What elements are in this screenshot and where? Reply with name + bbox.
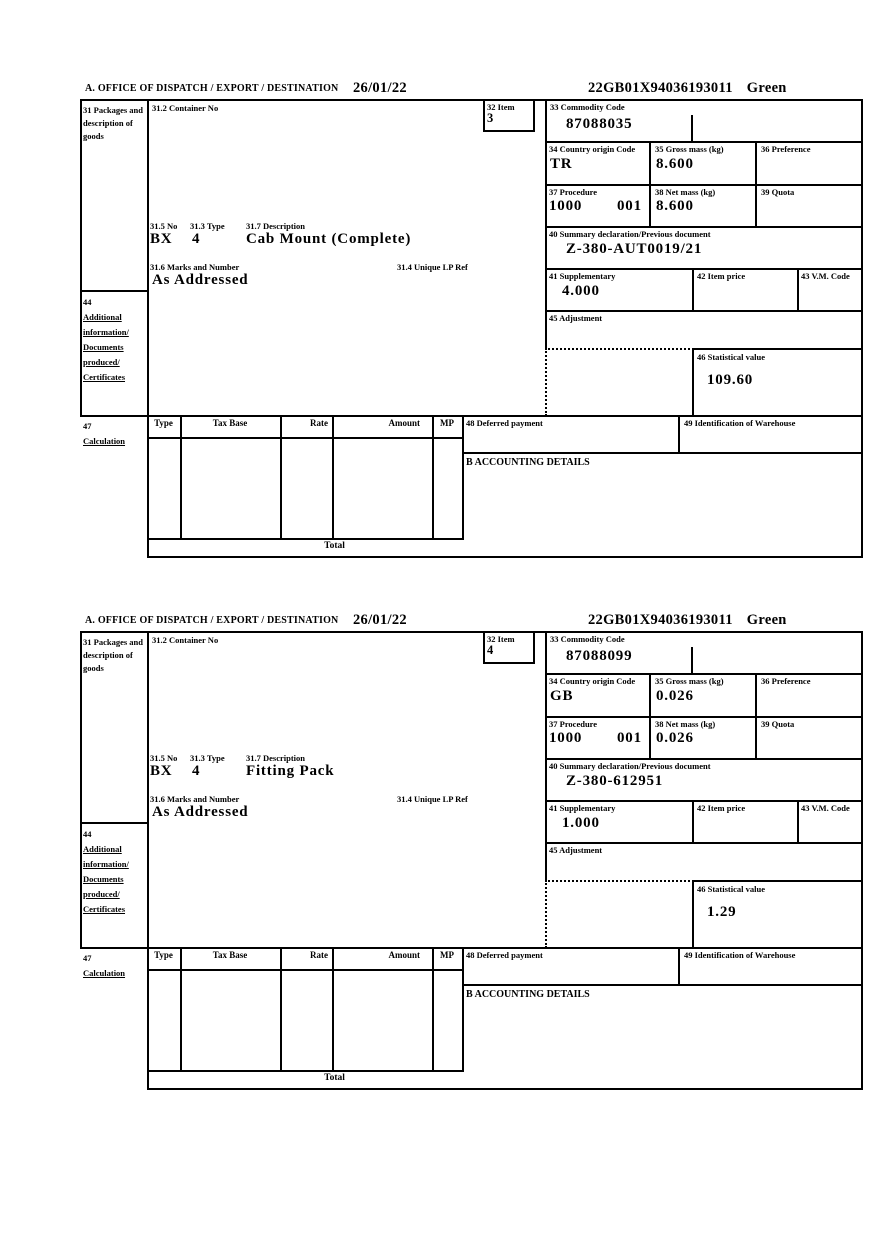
box44-line1: Additional bbox=[83, 844, 122, 854]
item-box-right-border bbox=[533, 631, 535, 664]
table-header-type: Type bbox=[154, 950, 173, 960]
marks-number-label: 31.6 Marks and Number bbox=[150, 262, 240, 272]
package-type-value: 4 bbox=[192, 763, 201, 779]
commodity-code-subdivider bbox=[691, 647, 693, 673]
item-box-left-border bbox=[483, 99, 485, 132]
description-label: 31.7 Description bbox=[246, 221, 306, 231]
adjustment-dotted-box bbox=[545, 880, 694, 948]
table-header-bottom-border bbox=[147, 437, 464, 439]
net-mass-label: 38 Net mass (kg) bbox=[655, 187, 716, 197]
statistical-value: 109.60 bbox=[707, 372, 754, 388]
marks-number-label: 31.6 Marks and Number bbox=[150, 794, 240, 804]
box44-number: 44 bbox=[83, 829, 92, 839]
box47-number: 47 bbox=[83, 421, 92, 431]
box44-separator bbox=[80, 822, 149, 824]
row-41-top-border bbox=[545, 268, 863, 270]
office-of-dispatch-title: A. OFFICE OF DISPATCH / EXPORT / DESTINATION bbox=[85, 83, 339, 94]
outer-left-border bbox=[80, 631, 82, 949]
box44-number: 44 bbox=[83, 297, 92, 307]
row-37-top-border bbox=[545, 716, 863, 718]
outer-top-border bbox=[80, 631, 863, 633]
warehouse-id-label: 49 Identification of Warehouse bbox=[684, 418, 796, 428]
accounting-details-label: B ACCOUNTING DETAILS bbox=[466, 457, 590, 468]
table-col4-divider bbox=[432, 415, 434, 538]
table-col1-divider bbox=[180, 415, 182, 538]
package-no-value: BX bbox=[150, 763, 173, 779]
package-type-label: 31.3 Type bbox=[190, 753, 225, 763]
summary-declaration-label: 40 Summary declaration/Previous document bbox=[549, 761, 711, 771]
country-origin-value: GB bbox=[550, 688, 574, 704]
statistical-value-label: 46 Statistical value bbox=[697, 352, 765, 362]
left-column-divider bbox=[147, 631, 149, 1090]
preference-label: 36 Preference bbox=[761, 144, 811, 154]
commodity-code-value: 87088035 bbox=[566, 116, 633, 132]
col-41-42-divider bbox=[692, 268, 694, 310]
table-header-amount: Amount bbox=[388, 418, 420, 428]
routing-status: Green bbox=[746, 80, 787, 96]
quota-label: 39 Quota bbox=[761, 719, 795, 729]
item-number-value: 3 bbox=[487, 111, 495, 125]
col-34-35-divider bbox=[649, 141, 651, 226]
declaration-reference-row bbox=[588, 80, 787, 97]
package-no-label: 31.5 No bbox=[150, 221, 178, 231]
dispatch-date: 26/01/22 bbox=[353, 612, 407, 628]
row-45-top-border bbox=[545, 310, 863, 312]
country-origin-value: TR bbox=[550, 156, 573, 172]
outer-right-border bbox=[861, 631, 863, 1090]
table-header-tax-base: Tax Base bbox=[212, 950, 248, 960]
table-col2-divider bbox=[280, 415, 282, 538]
procedure-label: 37 Procedure bbox=[549, 719, 598, 729]
table-header-mp: MP bbox=[440, 418, 454, 428]
outer-right-border bbox=[861, 99, 863, 558]
table-right-border bbox=[462, 947, 464, 1070]
package-type-label: 31.3 Type bbox=[190, 221, 225, 231]
table-header-type: Type bbox=[154, 418, 173, 428]
row-40-top-border bbox=[545, 758, 863, 760]
additional-information-label bbox=[83, 827, 129, 917]
left-column-divider bbox=[147, 99, 149, 558]
dispatch-date: 26/01/22 bbox=[353, 80, 407, 96]
procedure-code2-value: 001 bbox=[617, 198, 642, 214]
net-mass-value: 8.600 bbox=[656, 198, 694, 214]
supplementary-value: 4.000 bbox=[562, 283, 600, 299]
gross-mass-value: 0.026 bbox=[656, 688, 694, 704]
net-mass-label: 38 Net mass (kg) bbox=[655, 719, 716, 729]
supplementary-label: 41 Supplementary bbox=[549, 803, 616, 813]
table-header-rate: Rate bbox=[310, 950, 328, 960]
table-col4-divider bbox=[432, 947, 434, 1070]
outer-bottom-border bbox=[147, 1088, 863, 1090]
row-40-top-border bbox=[545, 226, 863, 228]
declaration-reference: 22GB01X94036193011 bbox=[588, 80, 733, 96]
box44-line5: Certificates bbox=[83, 372, 126, 382]
package-type-value: 4 bbox=[192, 231, 201, 247]
box44-line2: information/ bbox=[83, 859, 129, 869]
item-price-label: 42 Item price bbox=[697, 803, 746, 813]
table-header-tax-base: Tax Base bbox=[212, 418, 248, 428]
unique-lp-ref-label: 31.4 Unique LP Ref bbox=[397, 262, 468, 272]
procedure-code-value: 1000 bbox=[549, 730, 583, 746]
procedure-code2-value: 001 bbox=[617, 730, 642, 746]
total-row-top-border bbox=[147, 1070, 464, 1072]
gross-mass-value: 8.600 bbox=[656, 156, 694, 172]
packages-description-label: 31 Packages and description of goods bbox=[83, 637, 143, 674]
quota-label: 39 Quota bbox=[761, 187, 795, 197]
net-mass-value: 0.026 bbox=[656, 730, 694, 746]
supplementary-value: 1.000 bbox=[562, 815, 600, 831]
commodity-code-label: 33 Commodity Code bbox=[550, 102, 625, 112]
procedure-label: 37 Procedure bbox=[549, 187, 598, 197]
calculation-label bbox=[83, 951, 125, 981]
summary-declaration-value: Z-380-AUT0019/21 bbox=[566, 241, 703, 257]
col-35-36-divider bbox=[755, 673, 757, 758]
deferred-payment-label: 48 Deferred payment bbox=[466, 418, 543, 428]
gross-mass-label: 35 Gross mass (kg) bbox=[655, 144, 724, 154]
unique-lp-ref-label: 31.4 Unique LP Ref bbox=[397, 794, 468, 804]
row-41-top-border bbox=[545, 800, 863, 802]
commodity-code-subdivider bbox=[691, 115, 693, 141]
box44-line3: Documents bbox=[83, 874, 124, 884]
table-col2-divider bbox=[280, 947, 282, 1070]
statistical-value: 1.29 bbox=[707, 904, 737, 920]
calculation-label bbox=[83, 419, 125, 449]
col-48-49-divider bbox=[678, 415, 680, 454]
table-header-amount: Amount bbox=[388, 950, 420, 960]
container-no-label: 31.2 Container No bbox=[152, 103, 219, 113]
outer-top-border bbox=[80, 99, 863, 101]
statistical-box-top-border bbox=[692, 348, 863, 350]
row-34-top-border bbox=[545, 673, 863, 675]
summary-declaration-label: 40 Summary declaration/Previous document bbox=[549, 229, 711, 239]
col-34-35-divider bbox=[649, 673, 651, 758]
statistical-box-top-border bbox=[692, 880, 863, 882]
customs-item-form-2 bbox=[80, 612, 863, 1091]
container-no-label: 31.2 Container No bbox=[152, 635, 219, 645]
goods-description-value: Cab Mount (Complete) bbox=[246, 231, 412, 247]
goods-description-value: Fitting Pack bbox=[246, 763, 335, 779]
country-origin-label: 34 Country origin Code bbox=[549, 676, 636, 686]
country-origin-label: 34 Country origin Code bbox=[549, 144, 636, 154]
office-of-dispatch-title: A. OFFICE OF DISPATCH / EXPORT / DESTINATION bbox=[85, 615, 339, 626]
deferred-payment-bottom-border bbox=[462, 452, 863, 454]
declaration-reference: 22GB01X94036193011 bbox=[588, 612, 733, 628]
box44-line1: Additional bbox=[83, 312, 122, 322]
box47-word: Calculation bbox=[83, 436, 126, 446]
accounting-details-label: B ACCOUNTING DETAILS bbox=[466, 989, 590, 1000]
item-price-label: 42 Item price bbox=[697, 271, 746, 281]
table-col3-divider bbox=[332, 415, 334, 538]
vm-code-label: 43 V.M. Code bbox=[801, 271, 850, 281]
box44-line5: Certificates bbox=[83, 904, 126, 914]
vm-code-label: 43 V.M. Code bbox=[801, 803, 850, 813]
adjustment-label: 45 Adjustment bbox=[549, 845, 603, 855]
table-header-bottom-border bbox=[147, 969, 464, 971]
commodity-code-label: 33 Commodity Code bbox=[550, 634, 625, 644]
item-label: 32 Item bbox=[487, 102, 515, 112]
item-number-value: 4 bbox=[487, 643, 495, 657]
item-box-bottom-border bbox=[483, 662, 535, 664]
package-no-value: BX bbox=[150, 231, 173, 247]
outer-bottom-border bbox=[147, 556, 863, 558]
box44-separator bbox=[80, 290, 149, 292]
preference-label: 36 Preference bbox=[761, 676, 811, 686]
adjustment-label: 45 Adjustment bbox=[549, 313, 603, 323]
col-41-42-divider bbox=[692, 800, 694, 842]
procedure-code-value: 1000 bbox=[549, 198, 583, 214]
marks-value: As Addressed bbox=[152, 272, 249, 288]
box47-word: Calculation bbox=[83, 968, 126, 978]
item-box-bottom-border bbox=[483, 130, 535, 132]
box47-number: 47 bbox=[83, 953, 92, 963]
summary-declaration-value: Z-380-612951 bbox=[566, 773, 664, 789]
box44-line4: produced/ bbox=[83, 889, 120, 899]
col-35-36-divider bbox=[755, 141, 757, 226]
statistical-value-label: 46 Statistical value bbox=[697, 884, 765, 894]
table-header-rate: Rate bbox=[310, 418, 328, 428]
box44-line4: produced/ bbox=[83, 357, 120, 367]
warehouse-id-label: 49 Identification of Warehouse bbox=[684, 950, 796, 960]
table-header-mp: MP bbox=[440, 950, 454, 960]
packages-description-label: 31 Packages and description of goods bbox=[83, 105, 143, 142]
row-45-top-border bbox=[545, 842, 863, 844]
item-box-right-border bbox=[533, 99, 535, 132]
box44-line2: information/ bbox=[83, 327, 129, 337]
calculation-top-border bbox=[80, 947, 863, 949]
item-box-left-border bbox=[483, 631, 485, 664]
deferred-payment-label: 48 Deferred payment bbox=[466, 950, 543, 960]
box44-line3: Documents bbox=[83, 342, 124, 352]
package-no-label: 31.5 No bbox=[150, 753, 178, 763]
commodity-code-value: 87088099 bbox=[566, 648, 633, 664]
table-col3-divider bbox=[332, 947, 334, 1070]
col-42-43-divider bbox=[797, 800, 799, 842]
row-37-top-border bbox=[545, 184, 863, 186]
adjustment-dotted-box bbox=[545, 348, 694, 416]
outer-left-border bbox=[80, 99, 82, 417]
total-row-top-border bbox=[147, 538, 464, 540]
declaration-reference-row bbox=[588, 612, 787, 629]
supplementary-label: 41 Supplementary bbox=[549, 271, 616, 281]
table-total-label: Total bbox=[324, 541, 345, 551]
row-34-top-border bbox=[545, 141, 863, 143]
col-48-49-divider bbox=[678, 947, 680, 986]
description-label: 31.7 Description bbox=[246, 753, 306, 763]
additional-information-label bbox=[83, 295, 129, 385]
marks-value: As Addressed bbox=[152, 804, 249, 820]
item-label: 32 Item bbox=[487, 634, 515, 644]
table-right-border bbox=[462, 415, 464, 538]
table-total-label: Total bbox=[324, 1073, 345, 1083]
gross-mass-label: 35 Gross mass (kg) bbox=[655, 676, 724, 686]
customs-item-form-1 bbox=[80, 80, 863, 559]
table-col1-divider bbox=[180, 947, 182, 1070]
deferred-payment-bottom-border bbox=[462, 984, 863, 986]
col-42-43-divider bbox=[797, 268, 799, 310]
calculation-top-border bbox=[80, 415, 863, 417]
routing-status: Green bbox=[746, 612, 787, 628]
